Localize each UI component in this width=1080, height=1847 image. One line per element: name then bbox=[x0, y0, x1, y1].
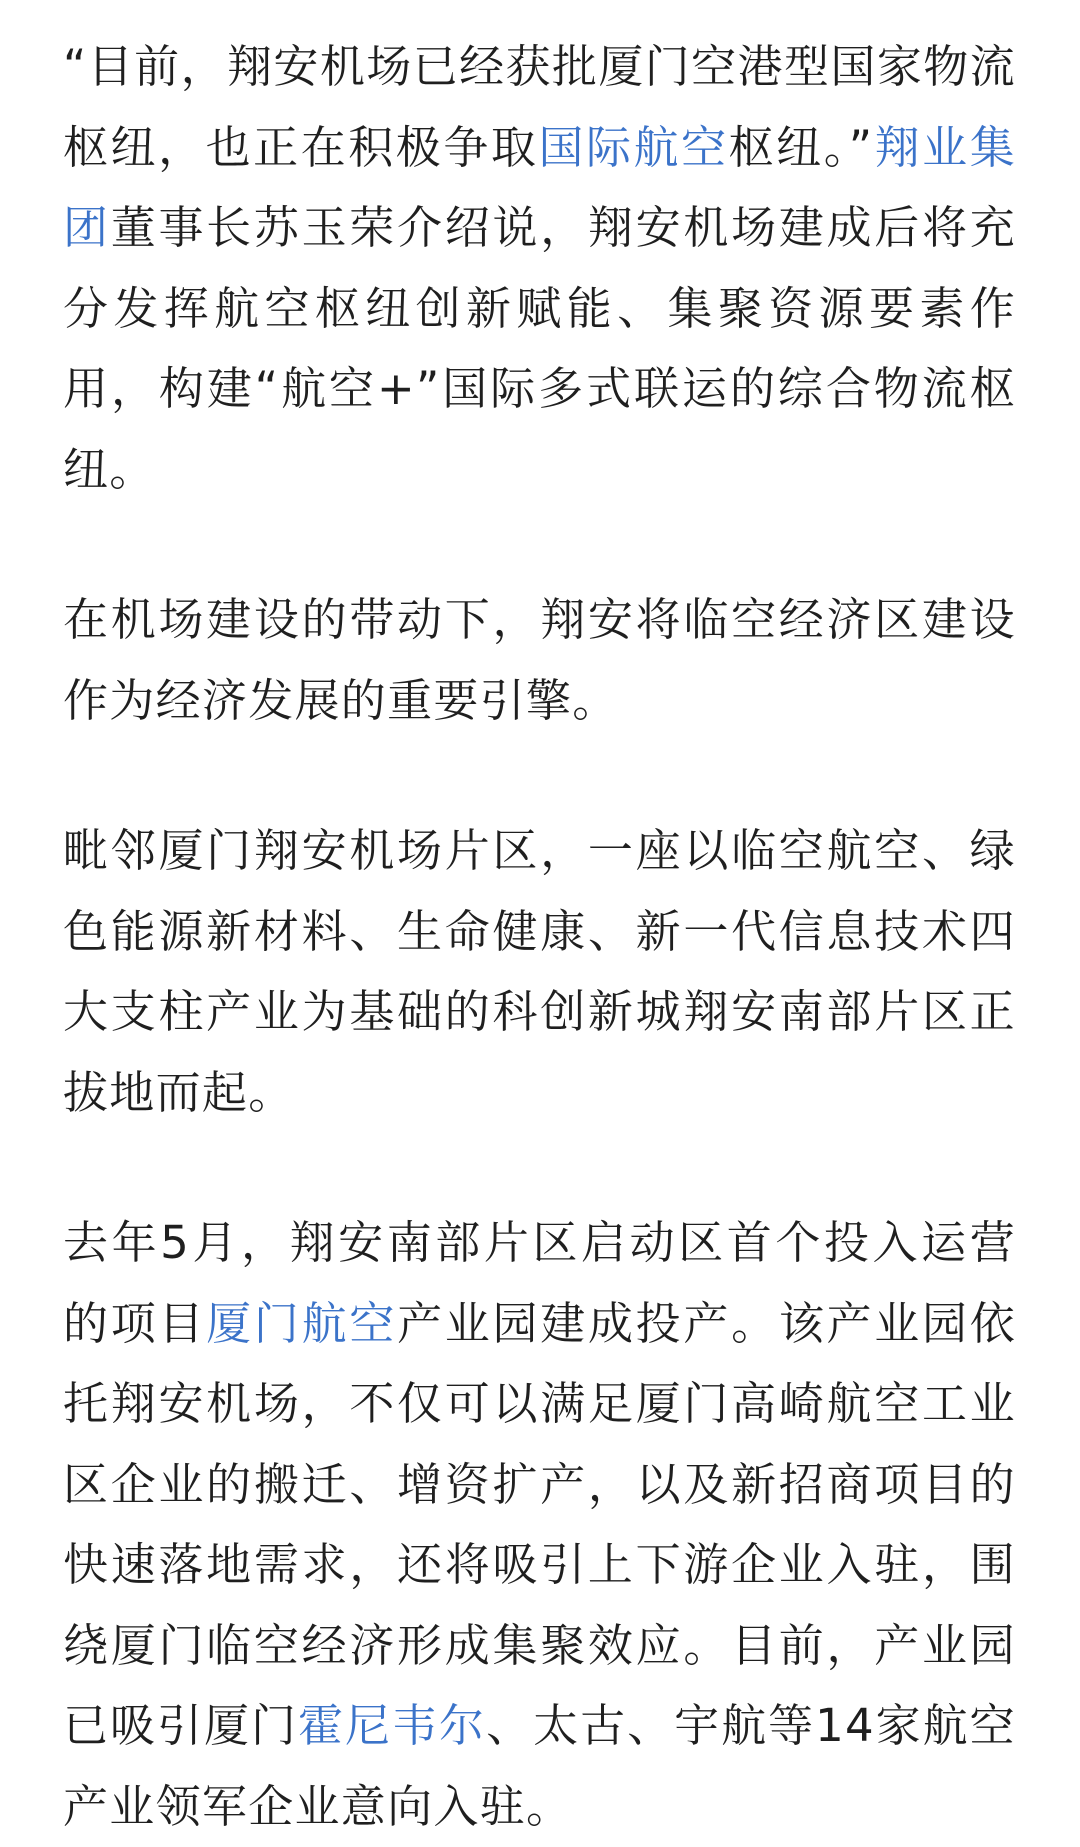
link-guoji-hangkong[interactable]: 国际航空 bbox=[538, 120, 729, 174]
text-segment: 去年5月，翔安南部片区启动区首个投入运营的项目 bbox=[63, 1216, 1016, 1350]
text-segment: 在机场建设的带动下，翔安将临空经济区建设作为经济发展的重要引擎。 bbox=[63, 593, 1016, 727]
link-xiangye-jituan[interactable]: 翔业集团 bbox=[63, 120, 1017, 254]
paragraph-3 bbox=[63, 811, 1016, 1133]
paragraph-2 bbox=[63, 580, 1016, 741]
paragraph-4 bbox=[63, 1203, 1016, 1847]
text-segment: 毗邻厦门翔安机场片区，一座以临空航空、绿色能源新材料、生命健康、新一代信息技术四大支柱产业为基础的科创新城翔安南部片区正拔地而起。 bbox=[63, 824, 1016, 1119]
text-segment: 产业园建成投产。该产业园依托翔安机场，不仅可以满足厦门高崎航空工业区企业的搬迁、增资扩产，以及新招商项目的快速落地需求，还将吸引上下游企业入驻，围绕厦门临空经济形成集聚效应。目前，产业园已吸引厦门 bbox=[63, 1296, 1017, 1752]
text-segment: 枢纽。” bbox=[728, 120, 874, 174]
text-segment: 董事长苏玉荣介绍说，翔安机场建成后将充分发挥航空枢纽创新赋能、集聚资源要素作用，构建“航空+”国际多式联运的综合物流枢纽。 bbox=[63, 201, 1016, 496]
text-segment: “目前，翔安机场已经获批厦门空港型国家物流枢纽，也正在积极争取 bbox=[63, 40, 1016, 174]
text-segment: 、太古、宇航等14家航空产业领军企业意向入驻。 bbox=[63, 1699, 1016, 1833]
paragraph-1 bbox=[63, 27, 1016, 510]
link-honeywell[interactable]: 霍尼韦尔 bbox=[298, 1699, 487, 1752]
link-xiamen-hangkong[interactable]: 厦门航空 bbox=[206, 1296, 398, 1350]
